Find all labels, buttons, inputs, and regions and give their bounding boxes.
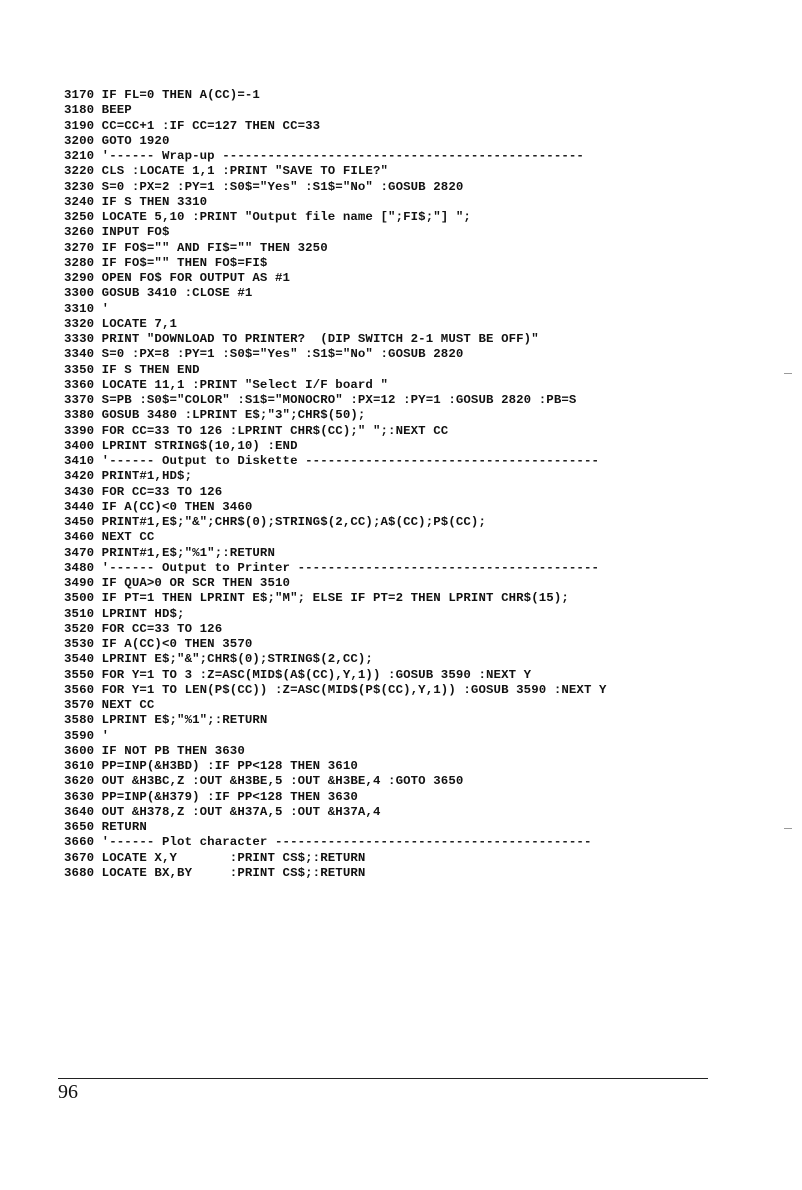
code-line: 3470 PRINT#1,E$;"%1";:RETURN (64, 545, 275, 560)
code-line: 3580 LPRINT E$;"%1";:RETURN (64, 713, 268, 728)
code-line: 3180 BEEP (64, 103, 132, 118)
code-line: 3210 '------ Wrap-up ------------------------------------------------ (64, 149, 584, 163)
code-line: 3490 IF QUA>0 OR SCR THEN 3510 (64, 576, 291, 590)
code-line: 3240 IF S THEN 3310 (64, 194, 208, 209)
code-line: 3480 '------ Output to Printer ---------------------------------------- (64, 560, 600, 575)
margin-tick-mark (784, 373, 792, 374)
code-line: 3450 PRINT#1,E$;"&";CHR$(0);STRING$(2,CC);A$(CC);P$(CC); (64, 515, 486, 529)
code-line: 3520 FOR CC=33 TO 126 (64, 621, 223, 636)
code-line: 3220 CLS :LOCATE 1,1 :PRINT "SAVE TO FILE?" (64, 164, 389, 179)
code-line: 3260 INPUT FO$ (64, 225, 170, 240)
code-line: 3430 FOR CC=33 TO 126 (64, 484, 223, 499)
code-line: 3620 OUT &H3BC,Z :OUT &H3BE,5 :OUT &H3BE,4 :GOTO 3650 (64, 774, 464, 789)
code-line: 3500 IF PT=1 THEN LPRINT E$;"M"; ELSE IF PT=2 THEN LPRINT CHR$(15); (64, 591, 569, 606)
code-line: 3560 FOR Y=1 TO LEN(P$(CC)) :Z=ASC(MID$(P$(CC),Y,1)) :GOSUB 3590 :NEXT Y (64, 682, 607, 697)
code-line: 3440 IF A(CC)<0 THEN 3460 (64, 499, 253, 514)
code-line: 3640 OUT &H378,Z :OUT &H37A,5 :OUT &H37A,4 (64, 804, 381, 819)
margin-tick-mark (784, 828, 792, 829)
code-line: 3370 S=PB :S0$="COLOR" :S1$="MONOCRO" :PX=12 :PY=1 :GOSUB 2820 :PB=S (64, 393, 577, 407)
code-line: 3190 CC=CC+1 :IF CC=127 THEN CC=33 (64, 118, 321, 133)
code-line: 3290 OPEN FO$ FOR OUTPUT AS #1 (64, 271, 291, 285)
code-line: 3230 S=0 :PX=2 :PY=1 :S0$="Yes" :S1$="No" :GOSUB 2820 (64, 179, 464, 194)
code-line: 3350 IF S THEN END (64, 362, 200, 377)
code-line: 3420 PRINT#1,HD$; (64, 469, 193, 484)
code-line: 3320 LOCATE 7,1 (64, 316, 178, 331)
code-line: 3660 '------ Plot character ------------------------------------------ (64, 835, 592, 850)
code-line: 3300 GOSUB 3410 :CLOSE #1 (64, 286, 253, 301)
code-line: 3680 LOCATE BX,BY :PRINT CS$;:RETURN (64, 865, 366, 880)
code-line: 3270 IF FO$="" AND FI$="" THEN 3250 (64, 240, 328, 255)
code-line: 3590 ' (64, 728, 110, 743)
footer-rule (58, 1078, 708, 1079)
code-line: 3380 GOSUB 3480 :LPRINT E$;"3";CHR$(50); (64, 408, 366, 423)
code-line: 3540 LPRINT E$;"&";CHR$(0);STRING$(2,CC); (64, 652, 373, 667)
code-line: 3650 RETURN (64, 820, 147, 834)
code-line: 3570 NEXT CC (64, 698, 155, 712)
code-line: 3340 S=0 :PX=8 :PY=1 :S0$="Yes" :S1$="No" :GOSUB 2820 (64, 347, 464, 362)
page-number: 96 (58, 1081, 78, 1103)
code-line: 3330 PRINT "DOWNLOAD TO PRINTER? (DIP SWITCH 2-1 MUST BE OFF)" (64, 332, 539, 346)
code-line: 3600 IF NOT PB THEN 3630 (64, 743, 245, 758)
basic-program-listing (64, 88, 800, 881)
code-line: 3550 FOR Y=1 TO 3 :Z=ASC(MID$(A$(CC),Y,1)) :GOSUB 3590 :NEXT Y (64, 667, 532, 682)
code-line: 3410 '------ Output to Diskette --------------------------------------- (64, 454, 600, 468)
code-line: 3460 NEXT CC (64, 530, 155, 545)
code-line: 3400 LPRINT STRING$(10,10) :END (64, 438, 298, 453)
code-line: 3200 GOTO 1920 (64, 133, 170, 148)
code-line: 3510 LPRINT HD$; (64, 606, 185, 621)
code-line: 3250 LOCATE 5,10 :PRINT "Output file name [";FI$;"] "; (64, 210, 471, 224)
code-line: 3670 LOCATE X,Y :PRINT CS$;:RETURN (64, 850, 366, 865)
code-line: 3360 LOCATE 11,1 :PRINT "Select I/F board " (64, 377, 389, 392)
code-line: 3310 ' (64, 301, 110, 316)
code-line: 3630 PP=INP(&H379) :IF PP<128 THEN 3630 (64, 789, 358, 804)
code-line: 3280 IF FO$="" THEN FO$=FI$ (64, 255, 268, 270)
code-line: 3390 FOR CC=33 TO 126 :LPRINT CHR$(CC);" ";:NEXT CC (64, 423, 449, 438)
code-line: 3610 PP=INP(&H3BD) :IF PP<128 THEN 3610 (64, 759, 358, 773)
code-line: 3170 IF FL=0 THEN A(CC)=-1 (64, 88, 260, 102)
code-line: 3530 IF A(CC)<0 THEN 3570 (64, 637, 253, 651)
